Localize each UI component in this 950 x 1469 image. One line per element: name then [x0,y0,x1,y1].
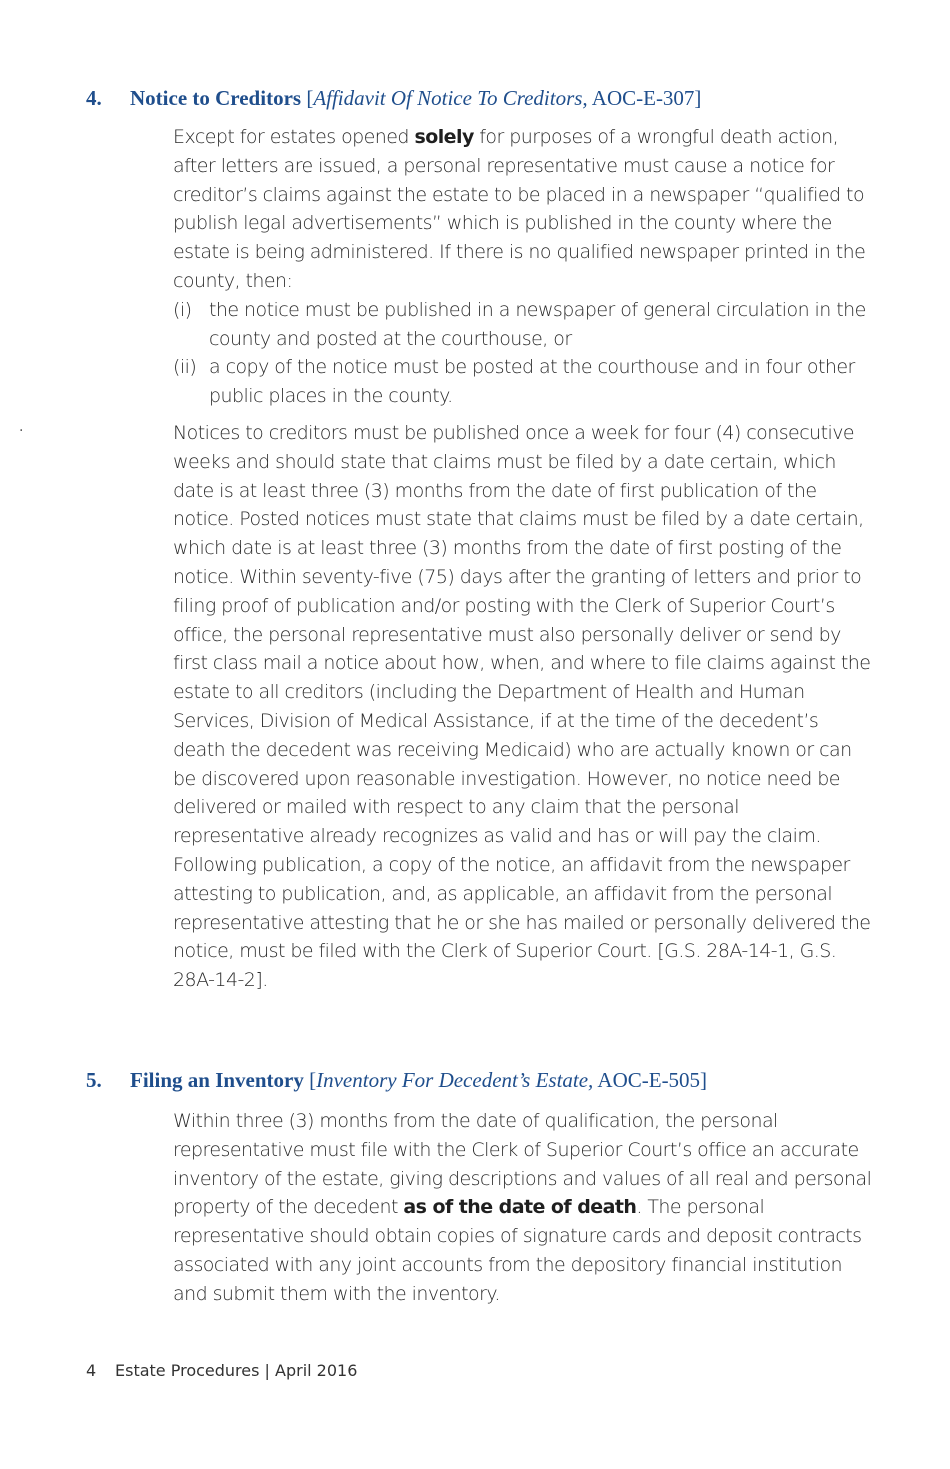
section-5-body [173,1107,873,1309]
section-5-form-name: Inventory For Decedent’s Estate, [316,1068,594,1092]
section-5-heading [86,1066,707,1094]
section-5-para1-text-a: Within three (3) months from the date of qualification, the personal representative must file with the Clerk of Superior Court’s office an accurate inventory of the estate, giving descriptions and values of all real and personal property of the decedent [173,1110,872,1219]
section-5-number: 5. [86,1068,102,1092]
section-4-para1-text-a: Except for estates opened [173,126,415,148]
section-4-paragraph-2: Notices to creditors must be published once a week for four (4) consecutive weeks and should state that claims must be filed by a date certain, which date is at least three (3) months from the date of first publication of the notice. Posted notices must state that claims must be filed by a date certain, which date is at least three (3) months from the date of first posting of the notice. Within seventy-five (75) days after the granting of letters and prior to filing proof of publication and/or posting with the Clerk of Superior Court’s office, the personal representative must also personally deliver or send by first class mail a notice about how, when, and where to file claims against the estate to all creditors (including the Department of Health and Human Services, Division of Medical Assistance, if at the time of the decedent’s death the decedent was receiving Medicaid) who are actually known or can be discovered upon reasonable investigation. However, no notice need be delivered or mailed with respect to any claim that the personal representative already recognizes as valid and has or will pay the claim. Following publication, a copy of the notice, an affidavit from the newspaper attesting to publication, and, as applicable, an affidavit from the personal representative attesting that he or she has mailed or personally delivered the notice, must be filed with the Clerk of Superior Court. [G.S. 28A-14-1, G.S. 28A-14-2]. [173,422,871,992]
section-4-form-code: AOC-E-307] [587,86,702,110]
section-5-title: Filing an Inventory [130,1068,304,1092]
section-4-body [173,123,873,411]
section-4-ref-open: [ [301,86,314,110]
stray-mark: · [19,423,24,439]
section-5-para1-emphasis: as of the date of death [403,1196,637,1219]
page-footer [86,1361,357,1380]
list-marker: (i) [173,298,192,321]
list-item-text: a copy of the notice must be posted at the courthouse and in four other public places in the county. [209,356,855,408]
section-4-para1-text-b: for purposes of a wrongful death action, after letters are issued, a personal representative must cause a notice for creditor’s claims against the estate to be placed in a newspaper “qualified to publish legal advertisements” which is published in the county where the estate is being administered. If there is no qualified newspaper printed in the county, then: [173,126,866,292]
list-item [173,296,873,354]
section-4-heading [86,84,701,112]
section-4-paragraph-1 [173,123,873,296]
section-5-para1-text-b: . The personal representative should obtain copies of signature cards and deposit contracts associated with any joint accounts from the depository financial institution and submit them with the inventory. [173,1196,862,1305]
section-5-ref-open: [ [303,1068,317,1092]
section-4-form-name: Affidavit Of Notice To Creditors, [313,86,588,110]
page-number: 4 [86,1361,97,1380]
section-4-number: 4. [86,86,102,110]
section-4-title: Notice to Creditors [130,86,302,110]
section-5-form-code: AOC-E-505] [593,1068,708,1092]
list-marker: (ii) [173,356,197,379]
section-4-para1-emphasis: solely [414,126,474,148]
footer-text: Estate Procedures | April 2016 [115,1361,358,1380]
list-item-text: the notice must be published in a newspaper of general circulation in the county and posted at the courthouse, or [209,298,866,350]
list-item [173,353,873,411]
